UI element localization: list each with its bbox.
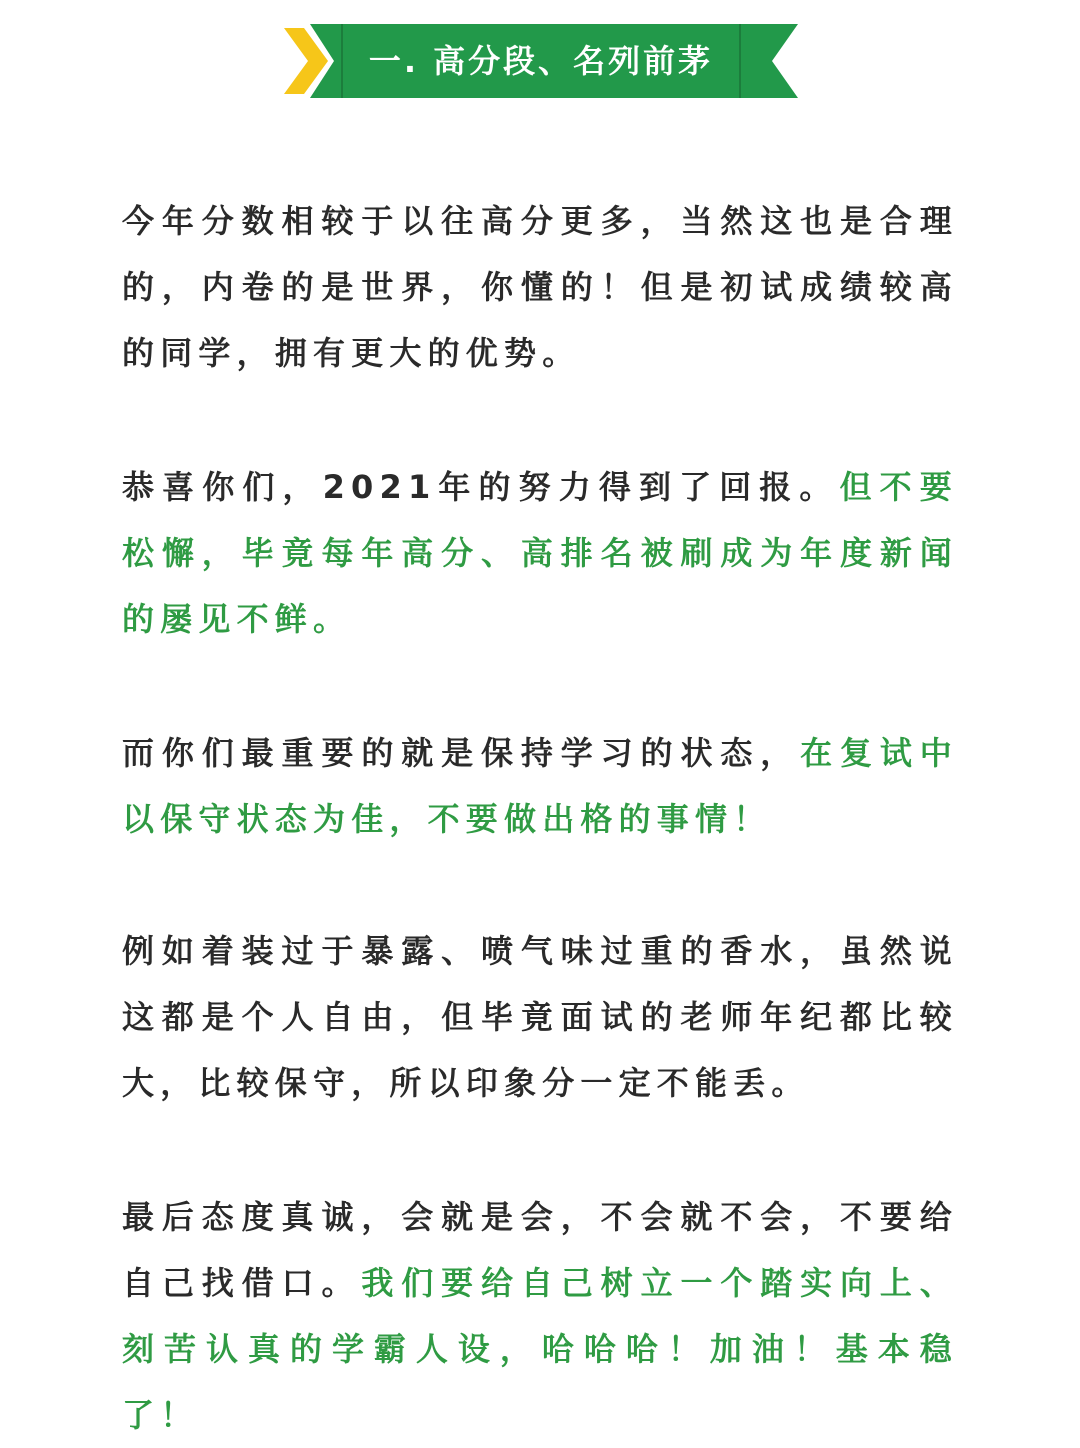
paragraph-5-text: 最后态度真诚，会就是会，不会就不会，不要给自己找借口。	[122, 1198, 958, 1302]
paragraph-2	[122, 454, 958, 652]
section-header-banner	[284, 24, 798, 98]
paragraph-3-highlight: 在复试中以保守状态为佳，不要做出格的事情！	[122, 734, 958, 838]
paragraph-5-highlight: 我们要给自己树立一个踏实向上、刻苦认真的学霸人设，哈哈哈！加油！基本稳了！	[122, 1264, 958, 1434]
paragraph-3-text: 而你们最重要的就是保持学习的状态，	[122, 734, 801, 772]
paragraph-5	[122, 1184, 958, 1448]
paragraph-4-text: 例如着装过于暴露、喷气味过重的香水，虽然说这都是个人自由，但毕竟面试的老师年纪都比较大，比较保守，所以印象分一定不能丢。	[122, 932, 958, 1102]
paragraph-1-text: 今年分数相较于以往高分更多，当然这也是合理的，内卷的是世界，你懂的！但是初试成绩较高的同学，拥有更大的优势。	[122, 202, 958, 372]
paragraph-1	[122, 188, 958, 386]
paragraph-2-text: 恭喜你们，2021年的努力得到了回报。	[122, 468, 840, 506]
paragraph-4	[122, 918, 958, 1116]
paragraph-3	[122, 720, 958, 852]
paragraph-2-highlight: 但不要松懈，毕竟每年高分、高排名被刷成为年度新闻的屡见不鲜。	[122, 468, 958, 638]
section-title: 一. 高分段、名列前茅	[368, 42, 714, 80]
